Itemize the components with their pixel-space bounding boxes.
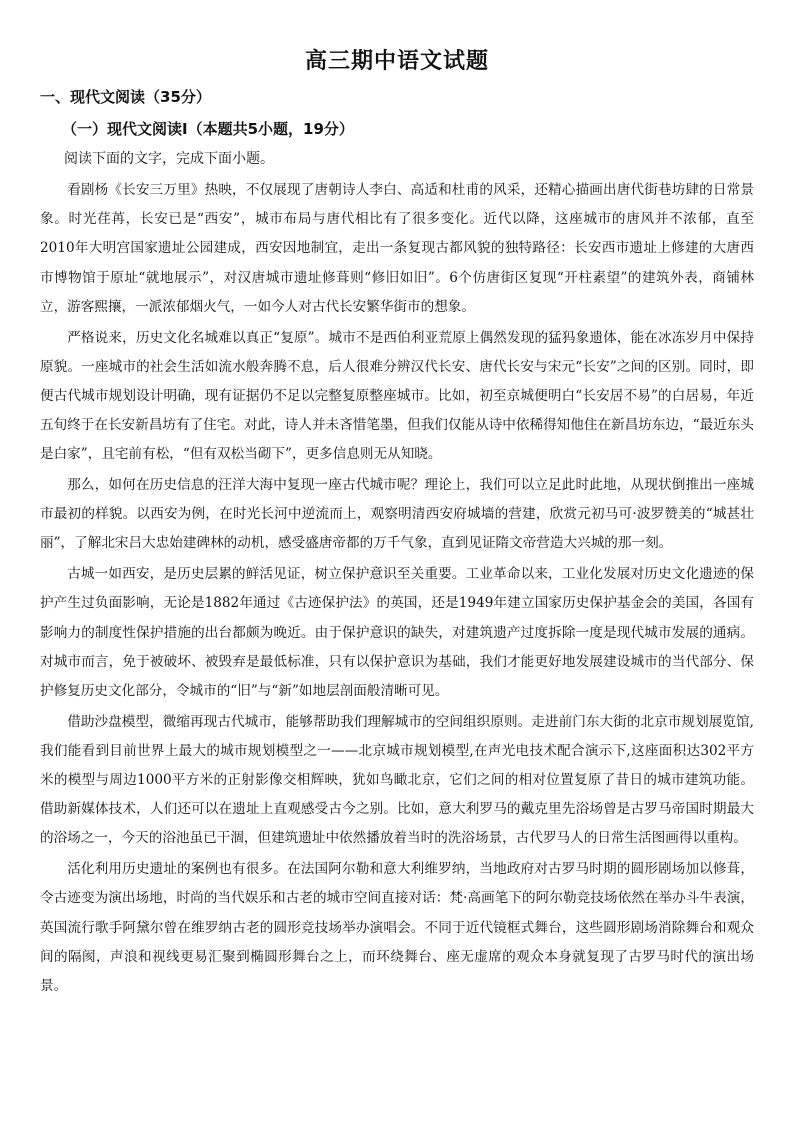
passage-body (40, 176, 754, 1003)
exam-title: 高三期中语文试题 (304, 49, 489, 74)
passage-paragraph: 看剧杨《长安三万里》热映，不仅展现了唐朝诗人李白、高适和杜甫的风采，还精心描画出唐代街巷坊肆的日常景象。时光荏苒，长安已是“西安”，城市布局与唐代相比有了很多变化。近代以降，这座城市的唐风并不浓郁，直至2010年大明宫国家遗址公园建成，西安因地制宜，走出一条复现古都风貌的独特路径：长安西市遗址上修建的大唐西市博物馆于原址“就地展示”，对汉唐城市遗址修葺则“修旧如旧”。6个仿唐街区复现“开柱素望”的建筑外表，商铺林立，游客熙攘，一派浓郁烟火气，一如今人对古代长安繁华街市的想象。 (40, 182, 754, 315)
section-heading: 一、现代文阅读（35分） (40, 88, 211, 106)
reading-instruction: 阅读下面的文字，完成下面小题。 (64, 151, 274, 167)
passage-paragraph: 严格说来，历史文化名城难以真正“复原”。城市不是西伯利亚荒原上偶然发现的猛犸象遗体，能在冰冻岁月中保持原貌。一座城市的社会生活如流水般奔腾不息，后人很难分辨汉代长安、唐代长安与宋元“长安”之间的区别。同时，即便古代城市规划设计明确，现有证据仍不足以完整复原整座城市。比如，初至京城便明白“长安居不易”的白居易，年近五旬终于在长安新昌坊有了住宅。对此，诗人并未吝惜笔墨，但我们仅能从诗中依稀得知他住在新昌坊东边，“最近东头是白家”，且宅前有松，“但有双松当砌下”，更多信息则无从知晓。 (40, 329, 754, 463)
subsection-heading: （一）现代文阅读Ⅰ（本题共5小题，19分） (62, 120, 354, 138)
passage-paragraph: 古城一如西安，是历史层累的鲜活见证，树立保护意识至关重要。工业革命以来，工业化发展对历史文化遗迹的保护产生过负面影响，无论是1882年通过《古迹保护法》的英国，还是1949年建立国家历史保护基金会的美国，各国有影响力的制度性保护措施的出台都颇为晚近。由于保护意识的缺失，对建筑遗产过度拆除一度是现代城市发展的通病。对城市而言，免于被破坏、被毁弃是最低标准，只有以保护意识为基础，我们才能更好地发展建设城市的当代部分、保护修复历史文化部分，令城市的“旧”与“新”如地层剖面般清晰可见。 (40, 566, 754, 699)
passage-paragraph: 活化利用历史遗址的案例也有很多。在法国阿尔勒和意大利维罗纳，当地政府对古罗马时期的圆形剧场加以修葺，令古迹变为演出场地，时尚的当代娱乐和古老的城市空间直接对话：梵·高画笔下的阿尔勒竞技场依然在举办斗牛表演，英国流行歌手阿黛尔曾在维罗纳古老的圆形竞技场举办演唱会。不同于近代镜框式舞台，这些圆形剧场消除舞台和观众间的隔阂，声浪和视线更易汇聚到椭圆形舞台之上，而环绕舞台、座无虚席的观众本身就复现了古罗马时代的演出场景。 (40, 861, 754, 994)
passage-paragraph: 那么，如何在历史信息的汪洋大海中复现一座古代城市呢？理论上，我们可以立足此时此地，从现状倒推出一座城市最初的样貌。以西安为例，在时光长河中逆流而上，观察明清西安府城墙的营建，欣赏元初马可·波罗赞美的“城甚壮丽”，了解北宋吕大忠始建碑林的动机，感受盛唐帝都的万千气象，直到见证隋文帝营造大兴城的那一刻。 (40, 477, 754, 552)
passage-paragraph: 借助沙盘模型，微缩再现古代城市，能够帮助我们理解城市的空间组织原则。走进前门东大街的北京市规划展览馆,我们能看到目前世界上最大的城市规划模型之一——北京城市规划模型,在声光电技术配合演示下,这座面积达302平方米的模型与周边1000平方米的正射影像交相辉映，犹如鸟瞰北京，它们之间的相对位置复原了昔日的城市建筑功能。借助新媒体技术，人们还可以在遗址上直观感受古今之别。比如，意大利罗马的戴克里先浴场曾是古罗马帝国时期最大的浴场之一，今天的浴池虽已干涸，但建筑遗址中依然播放着当时的洗浴场景，古代罗马人的日常生活图画得以重构。 (40, 713, 754, 847)
